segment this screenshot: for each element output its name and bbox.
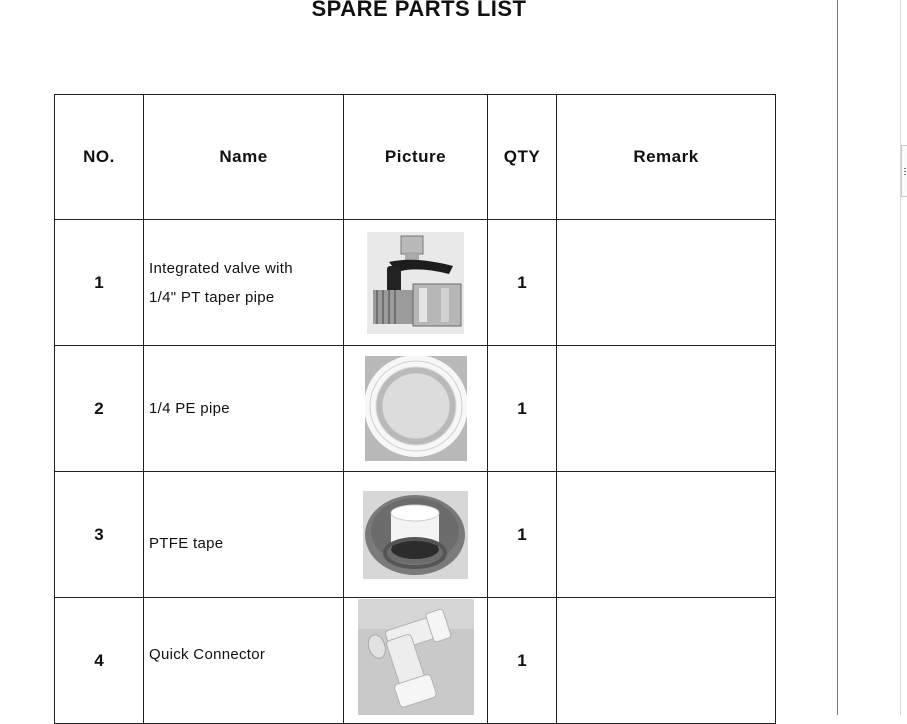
gutter-divider	[900, 0, 901, 715]
part-name-cell	[144, 472, 344, 598]
ptfe-tape-photo	[363, 491, 468, 579]
pe-pipe-coil-photo	[365, 356, 467, 461]
part-name-line: 1/4" PT taper pipe	[149, 288, 275, 306]
qty-cell	[488, 346, 557, 472]
qty-value: 1	[517, 524, 527, 544]
table-row	[55, 598, 776, 724]
part-name-line: Integrated valve with	[149, 259, 293, 277]
part-name-line: Quick Connector	[149, 646, 266, 663]
row-number-cell	[55, 220, 144, 346]
part-name-cell	[144, 598, 344, 724]
row-number: 1	[94, 272, 104, 292]
page-title: SPARE PARTS LIST	[311, 0, 527, 21]
spare-parts-table	[54, 94, 776, 724]
row-number: 3	[94, 524, 104, 544]
header-remark: Remark	[557, 95, 776, 220]
header-name: Name	[144, 95, 344, 220]
remark-cell	[557, 598, 776, 724]
table-row	[55, 220, 776, 346]
row-number-cell	[55, 346, 144, 472]
picture-cell	[344, 598, 488, 724]
row-number: 2	[94, 398, 104, 418]
remark-cell	[557, 346, 776, 472]
header-qty: QTY	[488, 95, 557, 220]
part-name-line: 1/4 PE pipe	[149, 400, 230, 417]
qty-value: 1	[517, 650, 527, 670]
picture-cell	[344, 220, 488, 346]
picture-cell	[344, 346, 488, 472]
row-number-cell	[55, 472, 144, 598]
row-number: 4	[94, 650, 104, 670]
valve-photo	[367, 232, 464, 334]
qty-cell	[488, 220, 557, 346]
viewer-gutter	[838, 0, 907, 715]
remark-cell	[557, 472, 776, 598]
header-no: NO.	[55, 95, 144, 220]
part-name-cell	[144, 220, 344, 346]
table-row	[55, 346, 776, 472]
table-header-row	[55, 95, 776, 220]
quick-connector-photo	[358, 599, 474, 715]
qty-value: 1	[517, 398, 527, 418]
remark-cell	[557, 220, 776, 346]
table-row	[55, 472, 776, 598]
qty-cell	[488, 472, 557, 598]
row-number-cell	[55, 598, 144, 724]
part-name-line: PTFE tape	[149, 535, 224, 552]
header-picture: Picture	[344, 95, 488, 220]
qty-cell	[488, 598, 557, 724]
qty-value: 1	[517, 272, 527, 292]
part-name-cell	[144, 346, 344, 472]
picture-cell	[344, 472, 488, 598]
side-panel-grip-handle[interactable]	[901, 145, 907, 197]
